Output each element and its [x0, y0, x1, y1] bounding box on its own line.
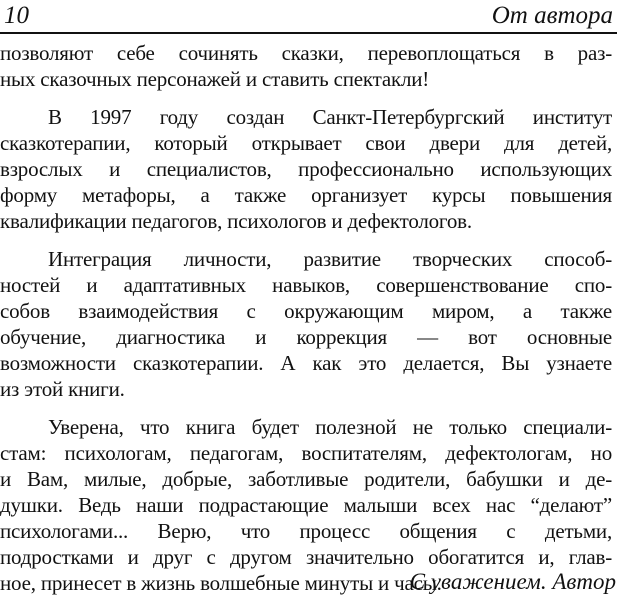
- paragraph-gap: [0, 92, 612, 104]
- text-line: подростками и друг с другом значительно обогатится и, глав-: [0, 545, 612, 569]
- paragraph-2: [0, 104, 612, 234]
- paragraph-gap: [0, 234, 612, 246]
- text-line: форму метафоры, а также организует курсы повышения: [0, 183, 612, 207]
- text-line: сказкотерапии, который открывает свои двери для детей,: [0, 131, 612, 155]
- text-line: квалификации педагогов, психологов и дефектологов.: [0, 209, 472, 233]
- text-line: Интеграция личности, развитие творческих способ-: [48, 247, 612, 271]
- author-signature: С уважением. Автор: [409, 569, 616, 594]
- text-line: собов взаимодействия с окружающим миром, а также: [0, 299, 612, 323]
- text-line: обучение, диагностика и коррекция — вот основные: [0, 325, 612, 349]
- text-line: психологами... Верю, что процесс общения с детьми,: [0, 519, 612, 543]
- running-header: [0, 0, 617, 34]
- text-line: ных сказочных персонажей и ставить спектакли!: [0, 67, 430, 91]
- text-line: ное, принесет в жизнь волшебные минуты и часы.: [0, 571, 442, 595]
- text-line: душки. Ведь наши подрастающие малыши всех нас “делают”: [0, 493, 612, 517]
- text-line: возможности сказкотерапии. А как это делается, Вы узнаете: [0, 351, 612, 375]
- page-number: 10: [4, 2, 29, 29]
- text-line: В 1997 году создан Санкт-Петербургский институт: [48, 105, 612, 129]
- section-title: От автора: [491, 2, 613, 29]
- text-line: Уверена, что книга будет полезной не только специали-: [48, 415, 612, 439]
- paragraph-1: [0, 40, 612, 92]
- text-line: ностей и адаптативных навыков, совершенствование спо-: [0, 273, 612, 297]
- text-line: из этой книги.: [0, 377, 125, 401]
- paragraph-3: [0, 246, 612, 402]
- text-line: взрослых и специалистов, профессионально использующих: [0, 157, 612, 181]
- text-line: и Вам, милые, добрые, заботливые родители, бабушки и де-: [0, 467, 612, 491]
- body-text: [0, 40, 612, 596]
- paragraph-gap: [0, 402, 612, 414]
- text-line: позволяют себе сочинять сказки, перевоплощаться в раз-: [0, 41, 612, 65]
- text-line: стам: психологам, педагогам, воспитателям, дефектологам, но: [0, 441, 612, 465]
